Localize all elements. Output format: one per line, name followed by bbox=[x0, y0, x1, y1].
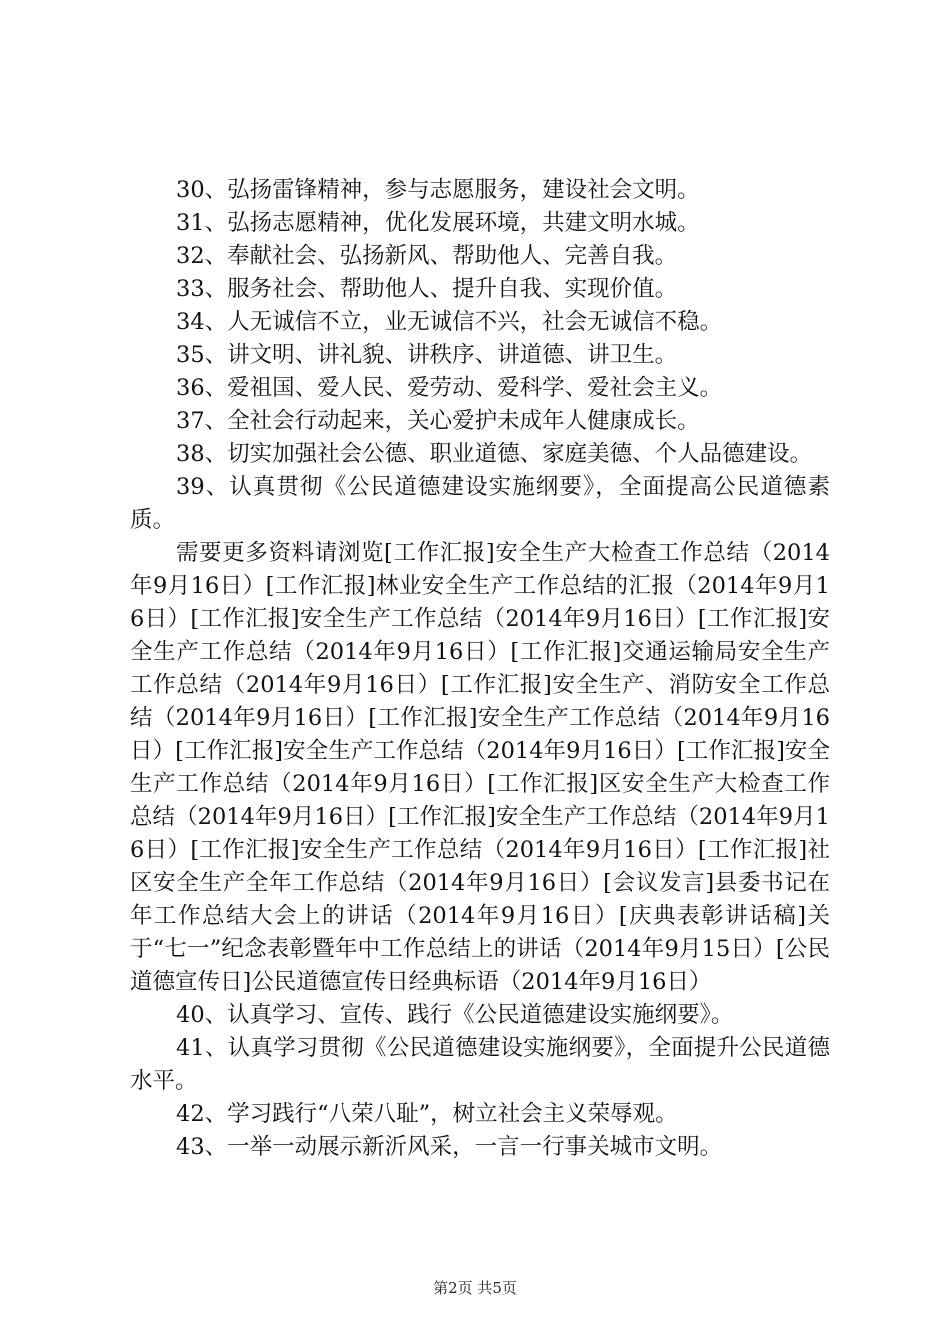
document-body bbox=[130, 174, 830, 1164]
paragraph-41: 41、认真学习贯彻《公民道德建设实施纲要》，全面提升公民道德水平。 bbox=[130, 1035, 830, 1094]
page-footer: 第2页 共5页 bbox=[433, 1279, 517, 1297]
paragraph-43: 43、一举一动展示新沂风采，一言一行事关城市文明。 bbox=[176, 1134, 723, 1160]
paragraph-35: 35、讲文明、讲礼貌、讲秩序、讲道德、讲卫生。 bbox=[176, 342, 678, 368]
paragraph-34: 34、人无诚信不立，业无诚信不兴，社会无诚信不稳。 bbox=[176, 309, 723, 335]
paragraph-33: 33、服务社会、帮助他人、提升自我、实现价值。 bbox=[176, 276, 678, 302]
paragraph-more-resources: 需要更多资料请浏览[工作汇报]安全生产大检查工作总结（2014年9月16日）[工作汇报]林业安全生产工作总结的汇报（2014年9月16日）[工作汇报]安全生产工作总结（2014年9月16日）[工作汇报]安全生产工作总结（2014年9月16日）[工作汇报]交通运输局安全生产工作总结（2014年9月16日）[工作汇报]安全生产、消防安全工作总结（2014年9月16日）[工作汇报]安全生产工作总结（2014年9月16日）[工作汇报]安全生产工作总结（2014年9月16日）[工作汇报]安全生产工作总结（2014年9月16日）[工作汇报]区安全生产大检查工作总结（2014年9月16日）[工作汇报]安全生产工作总结（2014年9月16日）[工作汇报]安全生产工作总结（2014年9月16日）[工作汇报]社区安全生产全年工作总结（2014年9月16日）[会议发言]县委书记在年工作总结大会上的讲话（2014年9月16日）[庆典表彰讲话稿]关于“七一”纪念表彰暨年中工作总结上的讲话（2014年9月15日）[公民道德宣传日]公民道德宣传日经典标语（2014年9月16日） bbox=[130, 540, 830, 995]
paragraph-39: 39、认真贯彻《公民道德建设实施纲要》，全面提高公民道德素质。 bbox=[130, 474, 830, 533]
paragraph-37: 37、全社会行动起来，关心爱护未成年人健康成长。 bbox=[176, 408, 700, 434]
paragraph-30: 30、弘扬雷锋精神，参与志愿服务，建设社会文明。 bbox=[176, 177, 700, 203]
paragraph-36: 36、爱祖国、爱人民、爱劳动、爱科学、爱社会主义。 bbox=[176, 375, 723, 401]
paragraph-32: 32、奉献社会、弘扬新风、帮助他人、完善自我。 bbox=[176, 243, 678, 269]
paragraph-38: 38、切实加强社会公德、职业道德、家庭美德、个人品德建设。 bbox=[176, 441, 813, 467]
paragraph-40: 40、认真学习、宣传、践行《公民道德建设实施纲要》。 bbox=[176, 1002, 734, 1028]
paragraph-31: 31、弘扬志愿精神，优化发展环境，共建文明水城。 bbox=[176, 210, 700, 236]
paragraph-42: 42、学习践行“八荣八耻”，树立社会主义荣辱观。 bbox=[176, 1101, 678, 1127]
